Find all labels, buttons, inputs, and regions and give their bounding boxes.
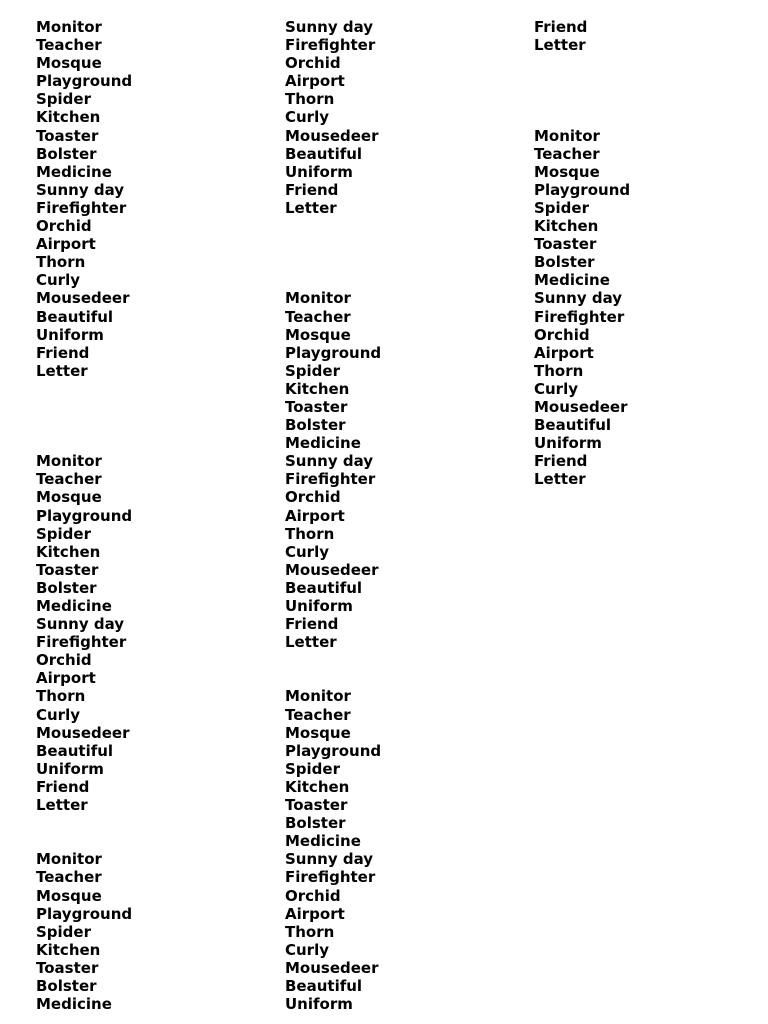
- word-item: Toaster: [285, 796, 348, 815]
- word-item: Playground: [534, 180, 631, 199]
- word-item: Thorn: [36, 253, 86, 272]
- word-item: Curly: [285, 108, 330, 127]
- word-item: Medicine: [285, 832, 361, 851]
- word-item: Mosque: [36, 886, 102, 905]
- word-item: Mosque: [285, 723, 351, 742]
- word-item: Beautiful: [285, 578, 363, 597]
- word-item: Bolster: [36, 144, 97, 163]
- blank-line: [36, 398, 132, 416]
- word-item: Orchid: [285, 488, 341, 507]
- word-item: Friend: [36, 343, 90, 362]
- word-item: Letter: [534, 470, 586, 489]
- word-item: Curly: [285, 542, 330, 561]
- word-item: Spider: [36, 90, 91, 109]
- word-item: Uniform: [285, 597, 353, 615]
- word-item: Monitor: [36, 850, 102, 869]
- word-item: Mosque: [534, 162, 600, 181]
- word-item: Letter: [36, 361, 88, 380]
- word-item: Monitor: [285, 289, 351, 308]
- word-item: Spider: [534, 198, 589, 217]
- word-item: Kitchen: [36, 108, 101, 127]
- word-item: Playground: [285, 343, 382, 362]
- word-item: Bolster: [36, 578, 97, 597]
- word-item: Teacher: [36, 868, 102, 887]
- word-item: Curly: [534, 379, 579, 398]
- word-item: Bolster: [285, 814, 346, 833]
- word-column-1: [36, 18, 132, 1013]
- word-item: Kitchen: [36, 542, 101, 561]
- blank-line: [285, 669, 381, 687]
- word-item: Beautiful: [36, 741, 114, 760]
- word-item: Firefighter: [36, 198, 127, 217]
- blank-line: [36, 434, 132, 452]
- word-item: Friend: [534, 18, 588, 36]
- word-item: Mousedeer: [285, 560, 379, 579]
- word-item: Toaster: [36, 958, 99, 977]
- word-item: Uniform: [36, 759, 104, 778]
- word-item: Thorn: [285, 90, 335, 109]
- word-item: Letter: [36, 796, 88, 815]
- word-item: Firefighter: [534, 307, 625, 326]
- word-item: Letter: [285, 198, 337, 217]
- blank-line: [36, 832, 132, 850]
- word-item: Toaster: [36, 126, 99, 145]
- word-item: Thorn: [36, 687, 86, 706]
- word-item: Bolster: [285, 416, 346, 435]
- word-item: Kitchen: [36, 940, 101, 959]
- word-item: Uniform: [285, 995, 353, 1014]
- blank-line: [285, 217, 381, 235]
- word-item: Mousedeer: [534, 397, 628, 416]
- blank-line: [285, 271, 381, 289]
- blank-line: [36, 814, 132, 832]
- blank-line: [534, 72, 630, 90]
- word-item: Firefighter: [285, 470, 376, 489]
- word-item: Uniform: [534, 434, 602, 453]
- word-item: Kitchen: [285, 379, 350, 398]
- word-item: Medicine: [36, 597, 112, 615]
- word-item: Spider: [36, 524, 91, 543]
- word-item: Airport: [534, 343, 594, 362]
- word-item: Beautiful: [285, 976, 363, 995]
- blank-line: [285, 235, 381, 253]
- word-item: Letter: [285, 633, 337, 652]
- word-item: Spider: [36, 922, 91, 941]
- word-item: Sunny day: [285, 452, 374, 471]
- word-item: Playground: [285, 741, 382, 760]
- word-column-2: [285, 18, 381, 1013]
- blank-line: [36, 416, 132, 434]
- word-item: Mousedeer: [285, 958, 379, 977]
- word-item: Mosque: [285, 325, 351, 344]
- word-item: Curly: [285, 940, 330, 959]
- word-item: Sunny day: [534, 289, 623, 308]
- word-item: Medicine: [534, 271, 610, 290]
- word-item: Toaster: [534, 235, 597, 254]
- word-item: Orchid: [36, 217, 92, 236]
- word-item: Thorn: [534, 361, 584, 380]
- word-item: Playground: [36, 904, 133, 923]
- word-item: Airport: [285, 904, 345, 923]
- word-item: Friend: [534, 452, 588, 471]
- blank-line: [285, 651, 381, 669]
- word-item: Uniform: [285, 162, 353, 181]
- word-item: Friend: [285, 615, 339, 634]
- word-item: Medicine: [36, 995, 112, 1014]
- word-item: Toaster: [36, 560, 99, 579]
- word-item: Playground: [36, 72, 133, 91]
- word-item: Monitor: [36, 18, 102, 36]
- word-item: Teacher: [285, 307, 351, 326]
- word-item: Mousedeer: [36, 723, 130, 742]
- word-item: Mosque: [36, 54, 102, 73]
- word-item: Thorn: [285, 922, 335, 941]
- word-item: Curly: [36, 705, 81, 724]
- word-item: Sunny day: [285, 18, 374, 36]
- word-item: Thorn: [285, 524, 335, 543]
- word-item: Firefighter: [285, 868, 376, 887]
- word-item: Beautiful: [285, 144, 363, 163]
- word-item: Toaster: [285, 397, 348, 416]
- word-item: Firefighter: [285, 36, 376, 55]
- word-item: Airport: [285, 72, 345, 91]
- word-item: Spider: [285, 759, 340, 778]
- word-item: Monitor: [534, 126, 600, 145]
- word-item: Sunny day: [285, 850, 374, 869]
- word-item: Uniform: [36, 325, 104, 344]
- word-item: Sunny day: [36, 180, 125, 199]
- word-item: Kitchen: [534, 217, 599, 236]
- word-item: Letter: [534, 36, 586, 55]
- word-item: Bolster: [534, 253, 595, 272]
- blank-line: [285, 253, 381, 271]
- blank-line: [534, 90, 630, 108]
- word-item: Teacher: [285, 705, 351, 724]
- word-column-3: [534, 18, 630, 488]
- word-item: Airport: [36, 669, 96, 688]
- word-item: Teacher: [534, 144, 600, 163]
- word-item: Orchid: [534, 325, 590, 344]
- word-item: Orchid: [285, 54, 341, 73]
- word-item: Beautiful: [36, 307, 114, 326]
- word-item: Mosque: [36, 488, 102, 507]
- word-item: Kitchen: [285, 777, 350, 796]
- word-item: Mousedeer: [285, 126, 379, 145]
- blank-line: [534, 108, 630, 126]
- word-item: Monitor: [285, 687, 351, 706]
- word-item: Beautiful: [534, 416, 612, 435]
- blank-line: [36, 380, 132, 398]
- word-item: Sunny day: [36, 615, 125, 634]
- word-item: Playground: [36, 506, 133, 525]
- blank-line: [534, 54, 630, 72]
- word-item: Monitor: [36, 452, 102, 471]
- word-item: Medicine: [36, 162, 112, 181]
- word-item: Bolster: [36, 976, 97, 995]
- word-item: Friend: [285, 180, 339, 199]
- word-item: Teacher: [36, 36, 102, 55]
- word-item: Teacher: [36, 470, 102, 489]
- word-item: Orchid: [285, 886, 341, 905]
- word-item: Medicine: [285, 434, 361, 453]
- word-item: Curly: [36, 271, 81, 290]
- word-item: Friend: [36, 777, 90, 796]
- word-item: Orchid: [36, 651, 92, 670]
- word-item: Spider: [285, 361, 340, 380]
- word-item: Mousedeer: [36, 289, 130, 308]
- word-item: Airport: [285, 506, 345, 525]
- word-item: Airport: [36, 235, 96, 254]
- word-item: Firefighter: [36, 633, 127, 652]
